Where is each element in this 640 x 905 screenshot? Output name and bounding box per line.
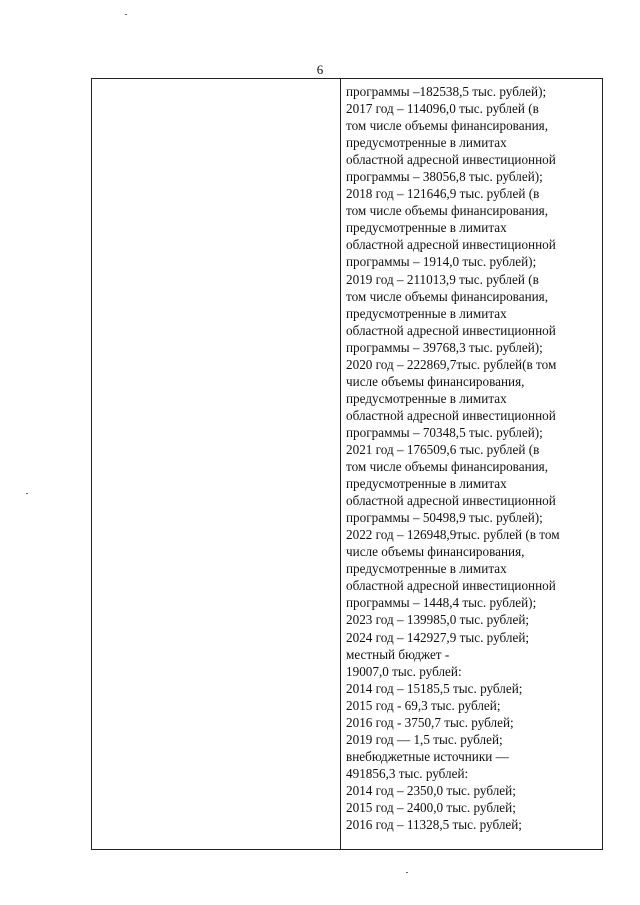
text-line: программы – 39768,3 тыс. рублей); [346,339,543,355]
scan-speck [125,14,127,15]
text-line: числе объемы финансирования, [346,373,525,389]
text-line: 19007,0 тыс. рублей: [346,663,462,679]
text-line: программы – 1448,4 тыс. рублей); [346,595,537,611]
text-line: том числе объемы финансирования, [346,288,549,304]
text-line: областной адресной инвестиционной [346,322,556,338]
table-left-cell-empty [92,79,340,849]
financing-table [91,78,603,850]
text-line: 2024 год – 142927,9 тыс. рублей; [346,629,530,645]
text-line: предусмотренные в лимитах [346,305,507,321]
text-line: 2014 год – 2350,0 тыс. рублей; [346,782,516,798]
text-line: предусмотренные в лимитах [346,135,507,151]
page-number: 6 [316,62,324,77]
text-line: областной адресной инвестиционной [346,493,556,509]
text-line: том числе объемы финансирования, [346,203,549,219]
text-line: областной адресной инвестиционной [346,152,556,168]
text-line: 2017 год – 114096,0 тыс. рублей (в [346,101,539,117]
text-line: 2019 год — 1,5 тыс. рублей; [346,731,503,747]
text-line: предусмотренные в лимитах [346,390,507,406]
text-line: 2021 год – 176509,6 тыс. рублей (в [346,441,540,457]
text-line: предусмотренные в лимитах [346,220,507,236]
text-line: внебюджетные источники — [346,748,509,764]
text-line: числе объемы финансирования, [346,544,525,560]
text-line: программы – 38056,8 тыс. рублей); [346,169,543,185]
text-line: программы – 1914,0 тыс. рублей); [346,254,537,270]
text-line: том числе объемы финансирования, [346,459,549,475]
text-line: 2018 год – 121646,9 тыс. рублей (в [346,186,540,202]
text-line: программы –182538,5 тыс. рублей); [346,84,547,99]
text-line: 2014 год – 15185,5 тыс. рублей; [346,680,523,696]
text-line: областной адресной инвестиционной [346,237,556,253]
text-line: предусмотренные в лимитах [346,476,507,492]
text-line: программы – 70348,5 тыс. рублей); [346,424,543,440]
table-right-cell [346,83,600,833]
text-line: областной адресной инвестиционной [346,578,556,594]
text-line: областной адресной инвестиционной [346,407,556,423]
text-line: предусмотренные в лимитах [346,561,507,577]
text-line: программы – 50498,9 тыс. рублей); [346,510,543,526]
text-line: 2016 год - 3750,7 тыс. рублей; [346,714,514,730]
text-line: 2019 год – 211013,9 тыс. рублей (в [346,271,539,287]
column-divider [340,79,341,849]
text-line: 2020 год – 222869,7тыс. рублей(в том [346,356,557,372]
text-line: 2015 год - 69,3 тыс. рублей; [346,697,501,713]
text-line: том числе объемы финансирования, [346,118,549,134]
text-line: 491856,3 тыс. рублей: [346,765,469,781]
scan-speck [406,872,408,873]
text-line: 2023 год – 139985,0 тыс. рублей; [346,612,530,628]
text-line: местный бюджет - [346,646,450,662]
scan-speck [26,493,28,494]
text-line: 2022 год – 126948,9тыс. рублей (в том [346,527,560,543]
text-line: 2016 год – 11328,5 тыс. рублей; [346,817,522,833]
text-line: 2015 год – 2400,0 тыс. рублей; [346,799,516,815]
